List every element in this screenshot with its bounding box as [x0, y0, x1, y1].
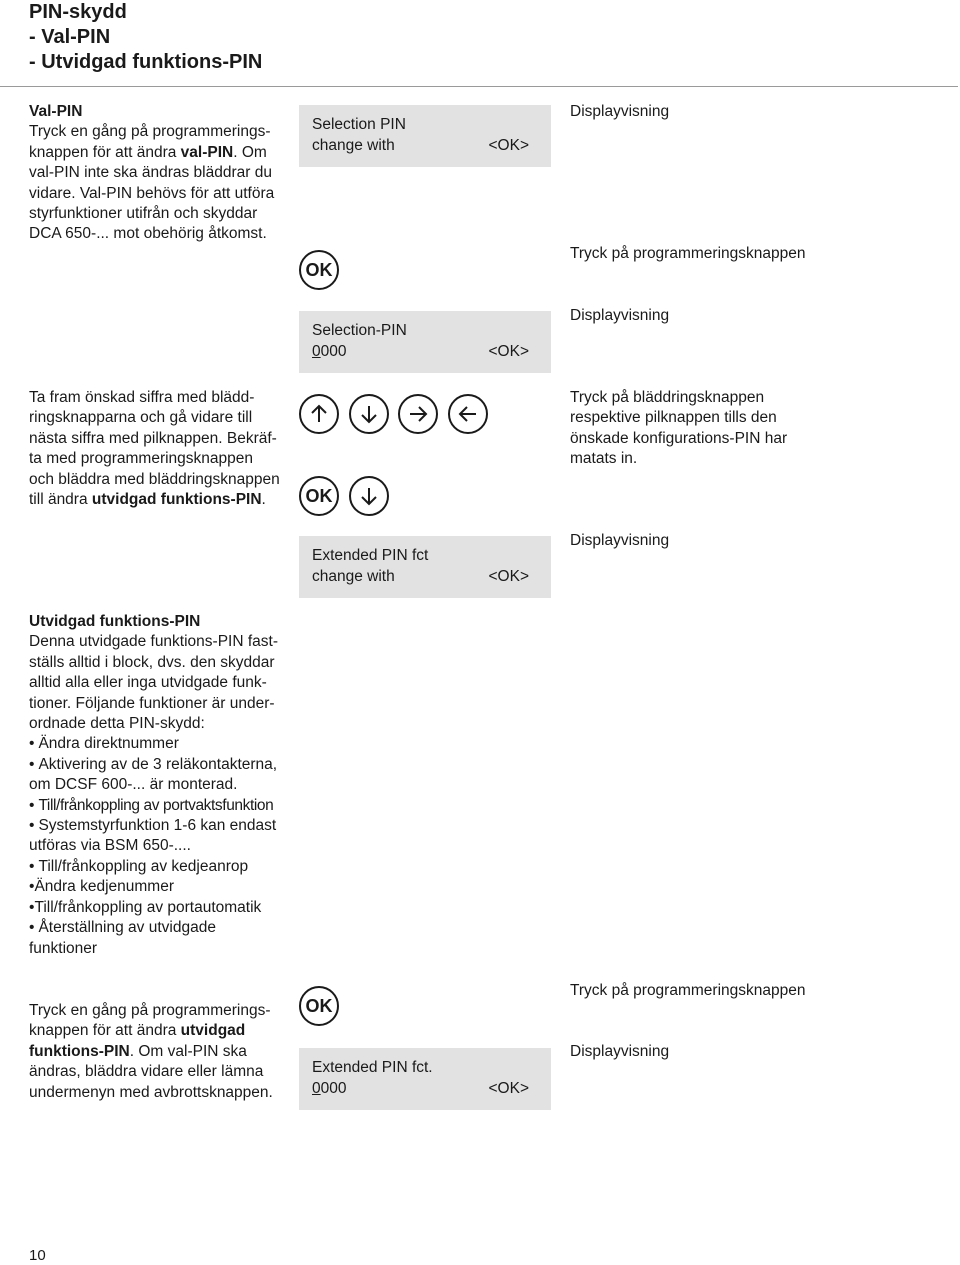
- list-item-continuation: utföras via BSM 650-....: [29, 837, 191, 855]
- arrow-down-button[interactable]: [349, 394, 389, 434]
- display-ok: <OK>: [488, 567, 529, 585]
- section-val-pin: [29, 102, 291, 245]
- text-line: och bläddra med bläddringsknappen: [29, 470, 280, 488]
- note-displayvisning-1: Displayvisning: [570, 103, 670, 120]
- title-line-2: - Val-PIN: [29, 26, 111, 48]
- text-line: tioner. Följande funktioner är under-: [29, 694, 275, 712]
- ok-button-3[interactable]: [299, 986, 339, 1026]
- ok-label: OK: [305, 995, 333, 1016]
- list-item: •Till/frånkoppling av portautomatik: [29, 898, 262, 916]
- arrow-up-icon: [308, 403, 330, 425]
- display-selection-pin-change: [299, 105, 551, 167]
- text-line: Tryck en gång på programmerings-: [29, 1002, 271, 1019]
- display-extended-pin-change: [299, 536, 551, 598]
- text-line: ringsknapparna och gå vidare till: [29, 409, 253, 427]
- list-item: • Ändra direktnummer: [29, 734, 299, 754]
- note-press-programming-1: Tryck på programmeringsknappen: [570, 245, 806, 262]
- text-line: knappen för att ändra utvidgad: [29, 1022, 246, 1040]
- list-item: •Ändra kedjenummer: [29, 878, 175, 896]
- text-line: undermenyn med avbrottsknappen.: [29, 1083, 273, 1101]
- text-line: nästa siffra med pilknappen. Bekräf-: [29, 429, 277, 447]
- display-line-2: change with <OK>: [312, 136, 551, 157]
- display-line-2: 0000 <OK>: [312, 1079, 551, 1100]
- note-displayvisning-3: Displayvisning: [570, 532, 670, 549]
- display-line-1: Extended PIN fct.: [312, 1059, 433, 1076]
- arrow-right-button[interactable]: [398, 394, 438, 434]
- text-line: ändras, bläddra vidare eller lämna: [29, 1063, 264, 1081]
- text-line: styrfunktioner utifrån och skyddar: [29, 205, 258, 223]
- note-displayvisning-4: Displayvisning: [570, 1043, 670, 1060]
- text-line: DCA 650-... mot obehörig åtkomst.: [29, 225, 267, 243]
- title-line-3: - Utvidgad funktions-PIN: [29, 51, 263, 73]
- section-change-extended: [29, 1001, 291, 1103]
- extended-pin-heading: Utvidgad funktions-PIN: [29, 613, 201, 630]
- ok-label: OK: [305, 259, 333, 280]
- list-item: • Systemstyrfunktion 1-6 kan endast: [29, 816, 299, 836]
- val-pin-heading: Val-PIN: [29, 103, 83, 120]
- display-line-1: Selection-PIN: [312, 322, 407, 339]
- display-line-2: change with <OK>: [312, 567, 551, 588]
- note-scroll-instructions: [570, 388, 900, 470]
- section-extended-pin: [29, 612, 299, 959]
- ok-button-2[interactable]: [299, 476, 339, 516]
- text-line: vidare. Val-PIN behövs för att utföra: [29, 184, 275, 202]
- arrow-left-button[interactable]: [448, 394, 488, 434]
- note-displayvisning-2: Displayvisning: [570, 307, 670, 324]
- arrow-right-icon: [407, 403, 429, 425]
- page-title: [29, 0, 262, 75]
- arrow-up-button[interactable]: [299, 394, 339, 434]
- text-line: Tryck en gång på programmerings-: [29, 123, 271, 141]
- text-line: ordnade detta PIN-skydd:: [29, 715, 205, 733]
- text-line: Denna utvidgade funktions-PIN fast-: [29, 633, 278, 651]
- display-ok: <OK>: [488, 136, 529, 154]
- list-item: • Till/frånkoppling av kedjeanrop: [29, 857, 299, 877]
- display-ok: <OK>: [488, 1079, 529, 1097]
- note-press-programming-2: Tryck på programmeringsknappen: [570, 982, 806, 999]
- list-item: • Aktivering av de 3 reläkontakterna,: [29, 755, 299, 775]
- cursor-digit: 0: [312, 342, 321, 360]
- cursor-digit: 0: [312, 1079, 321, 1097]
- text-line: önskade konfigurations-PIN har: [570, 429, 788, 447]
- display-line-1: Selection PIN: [312, 116, 406, 133]
- list-item-continuation: funktioner: [29, 939, 98, 957]
- text-line: till ändra utvidgad funktions-PIN.: [29, 491, 266, 509]
- ok-label: OK: [305, 485, 333, 506]
- arrow-down-icon: [358, 403, 380, 425]
- display-ok: <OK>: [488, 342, 529, 360]
- text-line: funktions-PIN. Om val-PIN ska: [29, 1042, 247, 1060]
- list-item: • Till/frånkoppling av portvaktsfunktion: [29, 796, 299, 816]
- header-divider: [0, 86, 958, 87]
- page-number: 10: [29, 1247, 46, 1264]
- list-item: • Återställning av utvidgade: [29, 918, 299, 938]
- arrow-down-icon: [358, 485, 380, 507]
- text-line: Tryck på bläddringsknappen: [570, 389, 765, 406]
- text-line: val-PIN inte ska ändras bläddrar du: [29, 164, 272, 182]
- arrow-down-button-2[interactable]: [349, 476, 389, 516]
- arrow-left-icon: [457, 403, 479, 425]
- text-line: ta med programmeringsknappen: [29, 450, 254, 468]
- text-line: alltid alla eller inga utvidgade funk-: [29, 674, 267, 692]
- text-line: Ta fram önskad siffra med blädd-: [29, 389, 255, 406]
- section-scroll-instructions: [29, 388, 291, 510]
- display-selection-pin-entry: [299, 311, 551, 373]
- text-line: ställs alltid i block, dvs. den skyddar: [29, 653, 275, 671]
- list-item-continuation: om DCSF 600-... är monterad.: [29, 776, 238, 794]
- title-line-1: PIN-skydd: [29, 1, 127, 23]
- display-extended-pin-entry: [299, 1048, 551, 1110]
- text-line: matats in.: [570, 450, 638, 468]
- display-line-2: 0000 <OK>: [312, 342, 551, 363]
- text-line: knappen för att ändra val-PIN. Om: [29, 143, 267, 161]
- ok-button-1[interactable]: [299, 250, 339, 290]
- display-line-1: Extended PIN fct: [312, 547, 429, 564]
- text-line: respektive pilknappen tills den: [570, 409, 777, 427]
